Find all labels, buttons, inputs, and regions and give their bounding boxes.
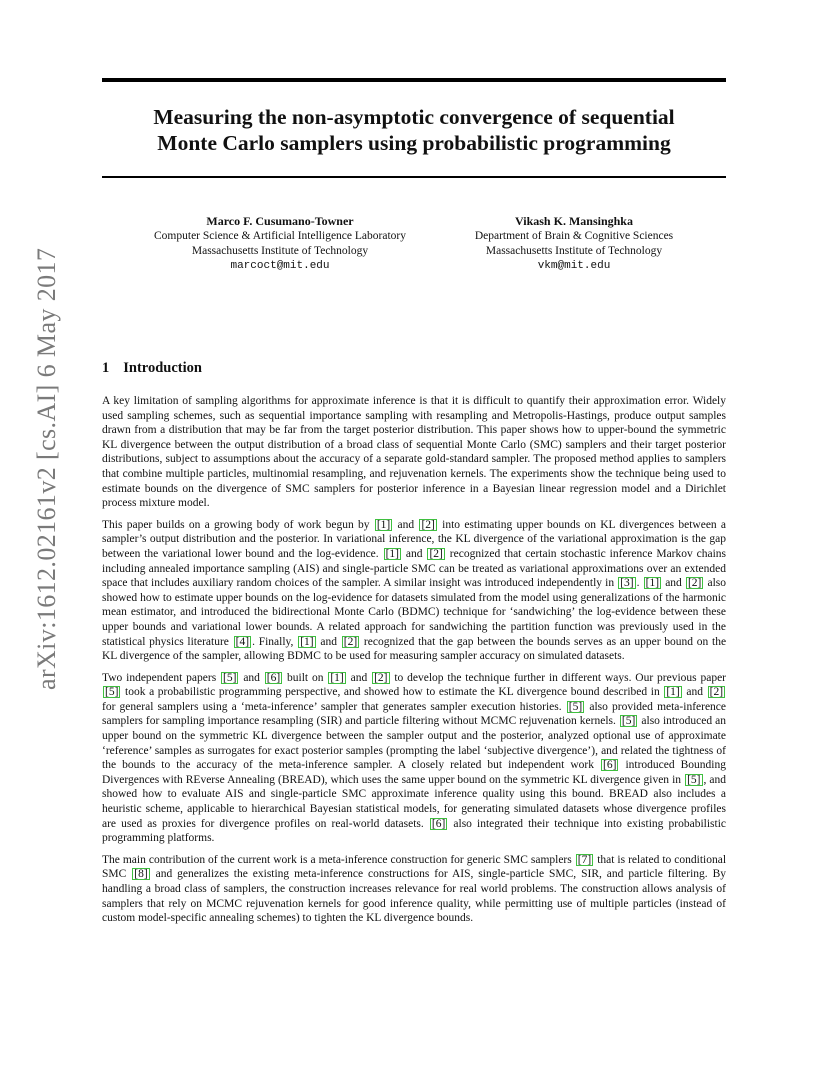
citation-link[interactable]: [5] (621, 715, 636, 728)
citation-link[interactable]: [6] (266, 671, 281, 684)
citation-link[interactable]: [1] (376, 518, 391, 531)
paper-title (102, 104, 726, 156)
citation-link[interactable]: [1] (666, 686, 680, 699)
author-affiliation: Computer Science & Artificial Intelligence Laboratory (154, 230, 406, 242)
citation-link[interactable]: [7] (577, 853, 592, 866)
citation-link[interactable]: [2] (343, 635, 358, 648)
citation-link[interactable]: [2] (374, 671, 388, 684)
author-block-1 (130, 214, 430, 274)
section-title: Introduction (123, 360, 202, 376)
author-email[interactable]: vkm@mit.edu (537, 260, 611, 272)
citation-link[interactable]: [1] (330, 671, 344, 684)
author-institution: Massachusetts Institute of Technology (485, 245, 663, 257)
citation-link[interactable]: [5] (223, 671, 237, 684)
body-text (102, 394, 726, 933)
citation-link[interactable]: [1] (385, 547, 400, 560)
citation-link[interactable]: [2] (429, 547, 443, 560)
citation-link[interactable]: [2] (687, 577, 702, 590)
citation-link[interactable]: [4] (235, 635, 250, 648)
author-email[interactable]: marcoct@mit.edu (230, 260, 330, 272)
citation-link[interactable]: [6] (602, 759, 617, 772)
citation-link[interactable]: [6] (431, 817, 446, 830)
author-affiliation: Department of Brain & Cognitive Sciences (474, 230, 674, 242)
citation-link[interactable]: [3] (620, 577, 634, 590)
author-name: Marco F. Cusumano-Towner (206, 214, 354, 228)
title-bottom-rule (102, 176, 726, 178)
paragraph-1: A key limitation of sampling algorithms for approximate inference is that it is difficult to quantify their approximation error. Widely used sampling schemes, such as sequential importance sampling with resampling and Metropolis-Hastings, produce output samples drawn from a distribution that may be far from the target posterior distribution. This paper shows how to upper-bound the symmetric KL divergence between the output distribution of a broad class of sequential Monte Carlo (SMC) samplers and their target posterior distributions, subject to assumptions about the accuracy of a separate gold-standard sampler. The proposed method applies to samplers that combine multiple particles, multinomial resampling, and rejuvenation kernels. The experiments show the technique being used to estimate bounds on the divergence of SMC samplers for posterior inference in a Bayesian linear regression model and a Dirichlet process mixture model. (102, 395, 726, 510)
citation-link[interactable]: [8] (134, 868, 148, 881)
title-line-2: Monte Carlo samplers using probabilistic programming (157, 131, 671, 155)
citation-link[interactable]: [5] (105, 686, 119, 699)
section-heading (102, 360, 202, 377)
citation-link[interactable]: [5] (687, 773, 701, 786)
author-name: Vikash K. Mansinghka (515, 214, 633, 228)
title-line-1: Measuring the non-asymptotic convergence of sequential (153, 105, 675, 129)
citation-link[interactable]: [2] (421, 518, 435, 531)
section-number: 1 (102, 360, 110, 376)
citation-link[interactable]: [1] (300, 635, 314, 648)
arxiv-stamp: arXiv:1612.02161v2 [cs.AI] 6 May 2017 (32, 247, 61, 690)
paragraph-4: The main contribution of the current work is a meta-inference construction for generic SMC samplers [7] that is related to conditional SMC [8] and generalizes the existing meta-inference constructions for AIS, single-particle SMC, SIR, and particle filtering. By handling a broad class of samplers, the construction increases relevance for real world problems. The construction allows analysis of samplers that rely on MCMC rejuvenation kernels for good inference quality, while permitting use of multiple particles (instead of custom model-specific annealing schemes) to tighten the KL divergence bounds. (102, 853, 727, 925)
paragraph-3: Two independent papers [5] and [6] built on [1] and [2] to develop the technique further in different ways. Our previous paper [5] took a probabilistic programming perspective, and showed how to estimate the KL divergence bound described in [1] and [2] for general samplers using a ‘meta-inference’ sampler that generates sampler execution histories. [5] also provided meta-inference samplers for sampling importance resampling (SIR) and particle filtering without MCMC rejuvenation kernels. [5] also introduced an upper bound on the symmetric KL divergence between the sampler output and the posterior, analyzed optional use of approximate ‘reference’ samples as surrogates for exact posterior samples (prompting the label ‘subjective divergence’), and related the tightness of the bounds to the accuracy of the meta-inference sampler. A closely related but independent work [6] introduced Bounding Divergences with REverse Annealing (BREAD), which uses the same upper bound on the symmetric KL divergence given in [5] , and showed how to evaluate AIS and single-particle SMC approximate inference quality using this bound. BREAD also includes a heuristic scheme, applicable to hierarchical Bayesian statistical models, for generating simulated datasets whose divergence profiles are used as proxies for divergence profiles on real-world datasets. [6] also integrated their technique into existing probabilistic programming platforms. (102, 671, 727, 845)
author-institution: Massachusetts Institute of Technology (191, 245, 369, 257)
top-rule (102, 78, 726, 82)
citation-link[interactable]: [5] (568, 700, 583, 713)
citation-link[interactable]: [2] (709, 686, 724, 699)
paragraph-2: This paper builds on a growing body of work begun by [1] and [2] into estimating upper bounds on KL divergences between a sampler’s output distribution and the posterior. In variational inference, the KL divergence of the variational approximation is the gap between the variational lower bound and the log-evidence. [1] and [2] recognized that certain stochastic inference Markov chains including annealed importance sampling (AIS) and single-particle SMC can be treated as variational approximations over an extended space that includes auxiliary random choices of the sampler. A similar insight was introduced independently in [3] . [1] and [2] also showed how to estimate upper bounds on the log-evidence for datasets simulated from the model using generalizations of the harmonic mean estimator, and introduced the bidirectional Monte Carlo (BDMC) technique for ‘sandwiching’ the log-evidence between these upper bounds and variational lower bounds. A related approach for sandwiching the partition function was previously used in the statistical physics literature [4] . Finally, [1] and [2] recognized that the gap between the bounds serves as an upper bound on the KL divergence of the sampler, allowing BDMC to be used for measuring sampler accuracy on simulated datasets. (102, 518, 727, 663)
citation-link[interactable]: [1] (645, 577, 660, 590)
author-block-2 (424, 214, 724, 274)
